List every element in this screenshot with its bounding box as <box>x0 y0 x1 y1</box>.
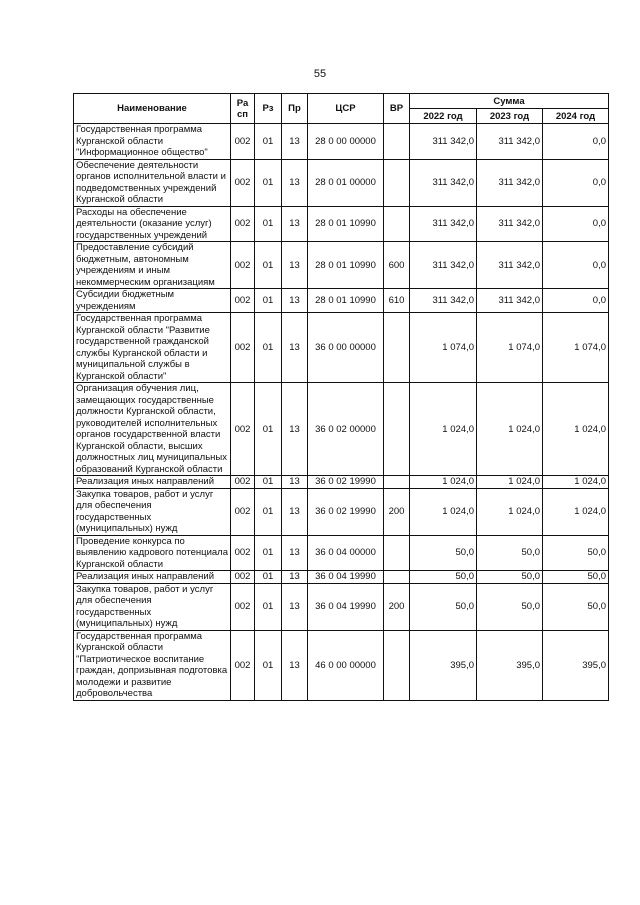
table-row <box>74 571 609 584</box>
row-rz: 01 <box>255 206 282 242</box>
row-rasp: 002 <box>231 313 255 383</box>
row-csr: 28 0 01 00000 <box>308 159 384 206</box>
row-name: Расходы на обеспечение деятельности (оказание услуг) государственных учреждений <box>74 206 231 242</box>
row-sum-2023: 50,0 <box>477 583 543 630</box>
row-rasp: 002 <box>231 206 255 242</box>
header-sum: Сумма <box>410 94 609 109</box>
table-row <box>74 383 609 476</box>
row-sum-2022: 1 024,0 <box>410 476 477 489</box>
row-vr <box>384 630 410 700</box>
row-sum-2024: 50,0 <box>543 571 609 584</box>
row-csr: 28 0 00 00000 <box>308 124 384 160</box>
row-sum-2024: 1 024,0 <box>543 383 609 476</box>
row-pr: 13 <box>282 571 308 584</box>
row-vr <box>384 159 410 206</box>
row-name: Государственная программа Курганской области "Патриотическое воспитание граждан, допризывная подготовка молодежи и развитие добровольчества <box>74 630 231 700</box>
row-sum-2024: 0,0 <box>543 242 609 289</box>
row-csr: 36 0 04 19990 <box>308 571 384 584</box>
row-sum-2024: 1 024,0 <box>543 476 609 489</box>
table-row <box>74 630 609 700</box>
row-rasp: 002 <box>231 242 255 289</box>
row-vr: 200 <box>384 583 410 630</box>
row-rasp: 002 <box>231 630 255 700</box>
row-vr <box>384 571 410 584</box>
table-header <box>74 94 609 124</box>
row-sum-2022: 50,0 <box>410 583 477 630</box>
row-pr: 13 <box>282 476 308 489</box>
row-sum-2023: 311 342,0 <box>477 242 543 289</box>
row-name: Государственная программа Курганской области "Развитие государственной гражданской службы Курганской области и муниципальной службы в Курганской области" <box>74 313 231 383</box>
header-rasp: Ра сп <box>231 94 255 124</box>
row-rasp: 002 <box>231 571 255 584</box>
page-number: 55 <box>313 68 327 80</box>
row-vr: 610 <box>384 289 410 313</box>
header-year-2022: 2022 год <box>410 109 477 124</box>
row-pr: 13 <box>282 630 308 700</box>
row-sum-2022: 1 024,0 <box>410 488 477 535</box>
row-sum-2023: 311 342,0 <box>477 124 543 160</box>
row-csr: 36 0 02 19990 <box>308 488 384 535</box>
row-rasp: 002 <box>231 488 255 535</box>
row-rz: 01 <box>255 535 282 571</box>
row-name: Государственная программа Курганской области "Информационное общество" <box>74 124 231 160</box>
row-sum-2023: 395,0 <box>477 630 543 700</box>
row-pr: 13 <box>282 313 308 383</box>
row-name: Закупка товаров, работ и услуг для обеспечения государственных (муниципальных) нужд <box>74 583 231 630</box>
row-sum-2023: 1 024,0 <box>477 383 543 476</box>
row-sum-2024: 50,0 <box>543 535 609 571</box>
row-name: Реализация иных направлений <box>74 571 231 584</box>
table-row <box>74 159 609 206</box>
row-vr <box>384 535 410 571</box>
row-rasp: 002 <box>231 124 255 160</box>
header-rz: Рз <box>255 94 282 124</box>
row-sum-2024: 0,0 <box>543 206 609 242</box>
row-vr: 600 <box>384 242 410 289</box>
row-pr: 13 <box>282 383 308 476</box>
header-pr: Пр <box>282 94 308 124</box>
row-vr: 200 <box>384 488 410 535</box>
row-csr: 36 0 02 19990 <box>308 476 384 489</box>
row-name: Проведение конкурса по выявлению кадрового потенциала Курганской области <box>74 535 231 571</box>
row-rz: 01 <box>255 583 282 630</box>
row-rz: 01 <box>255 476 282 489</box>
row-rz: 01 <box>255 159 282 206</box>
row-csr: 28 0 01 10990 <box>308 242 384 289</box>
header-year-2024: 2024 год <box>543 109 609 124</box>
row-pr: 13 <box>282 124 308 160</box>
row-csr: 28 0 01 10990 <box>308 206 384 242</box>
table-row <box>74 535 609 571</box>
row-rz: 01 <box>255 242 282 289</box>
row-sum-2024: 0,0 <box>543 124 609 160</box>
row-name: Реализация иных направлений <box>74 476 231 489</box>
row-vr <box>384 383 410 476</box>
row-rasp: 002 <box>231 476 255 489</box>
row-vr <box>384 476 410 489</box>
row-name: Закупка товаров, работ и услуг для обеспечения государственных (муниципальных) нужд <box>74 488 231 535</box>
header-year-2023: 2023 год <box>477 109 543 124</box>
table-row <box>74 124 609 160</box>
row-sum-2022: 50,0 <box>410 535 477 571</box>
row-sum-2022: 1 024,0 <box>410 383 477 476</box>
row-name: Предоставление субсидий бюджетным, автономным учреждениям и иным некоммерческим организациям <box>74 242 231 289</box>
row-pr: 13 <box>282 488 308 535</box>
row-pr: 13 <box>282 242 308 289</box>
row-sum-2023: 1 024,0 <box>477 488 543 535</box>
row-vr <box>384 313 410 383</box>
row-csr: 36 0 04 19990 <box>308 583 384 630</box>
row-pr: 13 <box>282 583 308 630</box>
row-sum-2023: 1 074,0 <box>477 313 543 383</box>
row-rz: 01 <box>255 571 282 584</box>
row-name: Организация обучения лиц, замещающих государственные должности Курганской области, руководителей исполнительных органов государственной власти Курганской области, высших должностных лиц муниципальных образований Курганской области <box>74 383 231 476</box>
row-pr: 13 <box>282 206 308 242</box>
row-sum-2022: 311 342,0 <box>410 242 477 289</box>
header-csr: ЦСР <box>308 94 384 124</box>
row-sum-2022: 1 074,0 <box>410 313 477 383</box>
row-rz: 01 <box>255 630 282 700</box>
row-vr <box>384 124 410 160</box>
row-rz: 01 <box>255 313 282 383</box>
row-sum-2023: 311 342,0 <box>477 159 543 206</box>
row-csr: 36 0 02 00000 <box>308 383 384 476</box>
row-sum-2022: 311 342,0 <box>410 206 477 242</box>
table-row <box>74 313 609 383</box>
row-sum-2023: 50,0 <box>477 535 543 571</box>
row-sum-2024: 0,0 <box>543 159 609 206</box>
row-rasp: 002 <box>231 289 255 313</box>
row-pr: 13 <box>282 535 308 571</box>
row-rz: 01 <box>255 124 282 160</box>
row-sum-2023: 311 342,0 <box>477 206 543 242</box>
row-rz: 01 <box>255 289 282 313</box>
row-sum-2024: 0,0 <box>543 289 609 313</box>
budget-table <box>73 93 609 701</box>
row-csr: 36 0 04 00000 <box>308 535 384 571</box>
row-sum-2022: 50,0 <box>410 571 477 584</box>
row-csr: 36 0 00 00000 <box>308 313 384 383</box>
row-sum-2024: 1 024,0 <box>543 488 609 535</box>
table-row <box>74 206 609 242</box>
row-sum-2022: 395,0 <box>410 630 477 700</box>
header-vr: ВР <box>384 94 410 124</box>
row-rasp: 002 <box>231 535 255 571</box>
table-row <box>74 488 609 535</box>
row-pr: 13 <box>282 289 308 313</box>
row-csr: 46 0 00 00000 <box>308 630 384 700</box>
row-sum-2022: 311 342,0 <box>410 124 477 160</box>
table-row <box>74 242 609 289</box>
row-sum-2023: 1 024,0 <box>477 476 543 489</box>
row-rasp: 002 <box>231 583 255 630</box>
row-rasp: 002 <box>231 383 255 476</box>
row-sum-2024: 395,0 <box>543 630 609 700</box>
table-row <box>74 583 609 630</box>
row-vr <box>384 206 410 242</box>
row-sum-2022: 311 342,0 <box>410 289 477 313</box>
header-name: Наименование <box>74 94 231 124</box>
table-row <box>74 476 609 489</box>
row-name: Субсидии бюджетным учреждениям <box>74 289 231 313</box>
row-sum-2023: 50,0 <box>477 571 543 584</box>
row-sum-2024: 1 074,0 <box>543 313 609 383</box>
row-sum-2024: 50,0 <box>543 583 609 630</box>
row-pr: 13 <box>282 159 308 206</box>
row-name: Обеспечение деятельности органов исполнительной власти и подведомственных учреждений Курганской области <box>74 159 231 206</box>
table-body <box>74 124 609 701</box>
row-rasp: 002 <box>231 159 255 206</box>
row-sum-2022: 311 342,0 <box>410 159 477 206</box>
row-sum-2023: 311 342,0 <box>477 289 543 313</box>
row-rz: 01 <box>255 383 282 476</box>
row-csr: 28 0 01 10990 <box>308 289 384 313</box>
table-row <box>74 289 609 313</box>
row-rz: 01 <box>255 488 282 535</box>
